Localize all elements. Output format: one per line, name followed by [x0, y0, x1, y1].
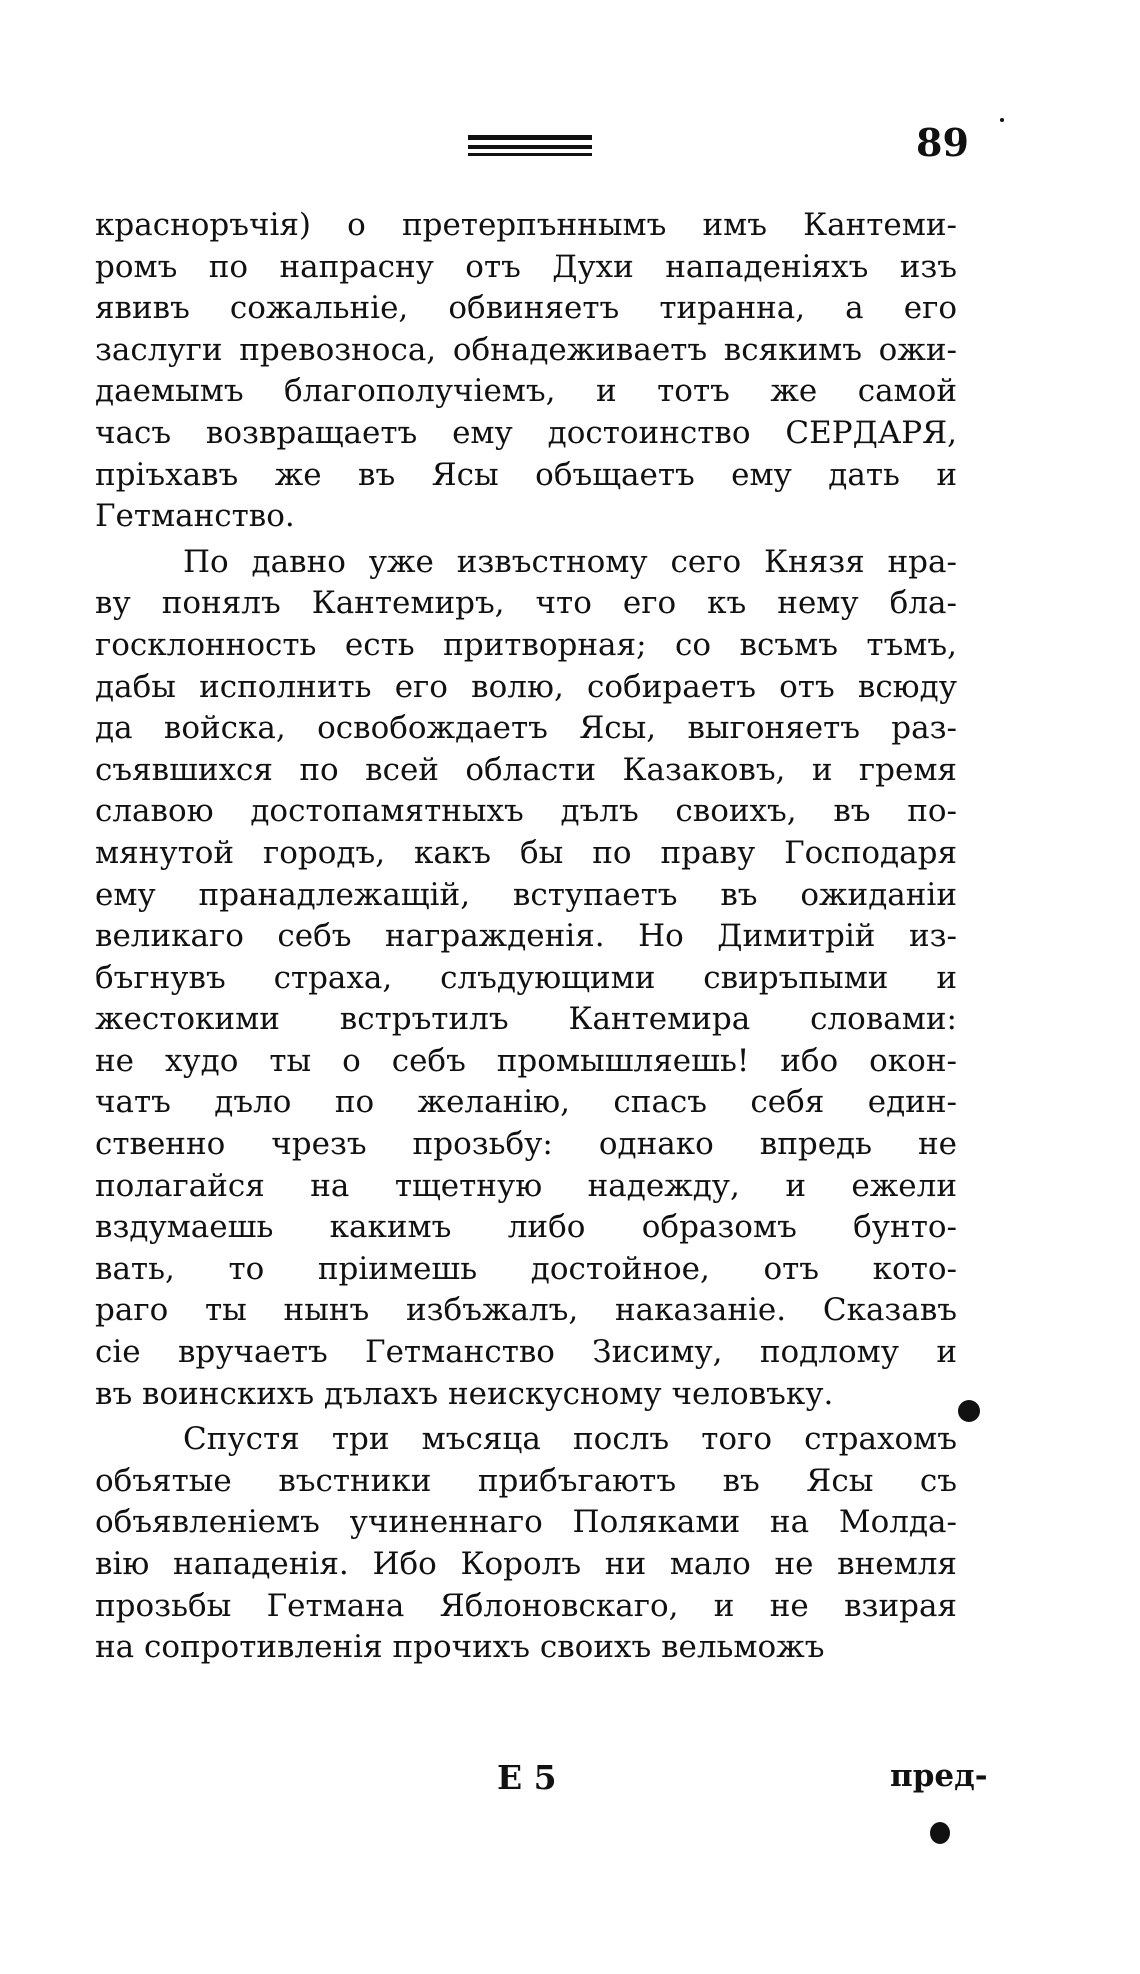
text-line: красноръчія) о претерпъннымъ имъ Кантеми-	[95, 207, 957, 243]
text-line: да войска, освобождаетъ Ясы, выгоняетъ раз-	[95, 710, 957, 747]
text-line: славою достопамятныхъ дълъ своихъ, въ по-	[95, 793, 957, 830]
text-line: ромъ по напрасну отъ Духи нападеніяхъ изъ	[95, 248, 957, 285]
text-line: госклонность есть притворная; со всъмъ тъмъ,	[95, 626, 957, 663]
text-line: даемымъ благополучіемъ, и тотъ же самой	[95, 373, 957, 410]
text-line: чатъ дъло по желанію, спасъ себя един-	[95, 1084, 957, 1121]
text-line: вать, то пріимешь достойное, отъ кото-	[95, 1250, 957, 1287]
catchword: пред-	[890, 1758, 988, 1794]
text-line: въ воинскихъ дълахъ неискусному человъку.	[95, 1375, 834, 1412]
header-ornament-rule	[468, 135, 592, 157]
text-line: полагайся на тщетную надежду, и ежели	[95, 1167, 957, 1204]
text-line: на сопротивленія прочихъ своихъ вельможъ	[95, 1629, 825, 1666]
text-line: ву понялъ Кантемиръ, что его къ нему бла-	[95, 585, 957, 622]
body-text	[95, 205, 957, 1669]
page-number: 89	[916, 120, 969, 165]
text-line: явивъ сожальніе, обвиняетъ тиранна, а его	[95, 290, 957, 327]
text-line: великаго себъ награжденія. Но Димитрій из-	[95, 918, 957, 955]
text-line: Спустя три мъсяца послъ того страхомъ	[183, 1421, 957, 1458]
text-line: Гетманство.	[95, 498, 295, 535]
rule-line	[468, 135, 592, 140]
text-line: часъ возвращаетъ ему достоинство СЕРДАРЯ,	[95, 414, 957, 451]
ink-speck	[1000, 118, 1004, 122]
text-line: ему пранадлежащій, вступаетъ въ ожиданіи	[95, 876, 957, 913]
text-line: не худо ты о себъ промышляешь! ибо окон-	[95, 1042, 957, 1079]
signature-mark: E 5	[497, 1758, 557, 1797]
text-line: прозьбы Гетмана Яблоновскаго, и не взирая	[95, 1587, 957, 1624]
text-line: объявленіемъ учиненнаго Поляками на Молда-	[95, 1504, 957, 1541]
text-line: пріъхавъ же въ Ясы объщаетъ ему дать и	[95, 456, 957, 493]
text-line: съявшихся по всей области Казаковъ, и гремя	[95, 751, 957, 788]
text-line: ственно чрезъ прозьбу: однако впредь не	[95, 1126, 957, 1163]
ink-speck	[930, 1822, 950, 1844]
text-line: дабы исполнить его волю, собираетъ отъ всюду	[95, 668, 957, 705]
text-line: сіе вручаетъ Гетманство Зисиму, подлому и	[95, 1334, 957, 1371]
text-line: По давно уже извъстному сего Князя нра-	[183, 543, 957, 580]
text-line: раго ты нынъ избъжалъ, наказаніе. Сказавъ	[95, 1292, 957, 1329]
text-line: вздумаешь какимъ либо образомъ бунто-	[95, 1209, 957, 1246]
text-line: бъгнувъ страха, слъдующими свиръпыми и	[95, 959, 957, 996]
text-line: мянутой городъ, какъ бы по праву Господаря	[95, 834, 957, 871]
text-line: вію нападенія. Ибо Королъ ни мало не внемля	[95, 1546, 957, 1582]
text-line: заслуги превозноса, обнадеживаетъ всякимъ ожи-	[95, 331, 957, 368]
text-line: объятые въстники прибъгаютъ въ Ясы съ	[95, 1462, 957, 1499]
rule-line	[468, 153, 592, 156]
ink-speck	[958, 1400, 980, 1422]
rule-line	[468, 145, 592, 149]
text-line: жестокими встрътилъ Кантемира словами:	[95, 1001, 957, 1038]
